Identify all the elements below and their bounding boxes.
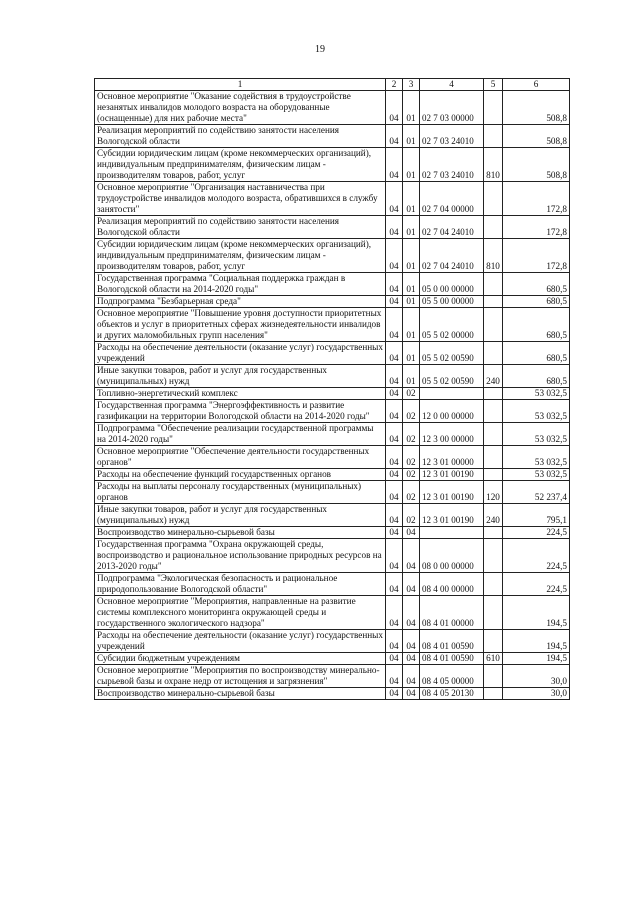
cell-rz: 04 <box>386 342 403 365</box>
cell-name: Реализация мероприятий по содействию занятости населения Вологодской области <box>95 125 386 148</box>
cell-csr: 12 3 00 00000 <box>420 423 484 446</box>
cell-vr <box>484 91 503 125</box>
cell-csr: 05 5 02 00590 <box>420 342 484 365</box>
cell-rz: 04 <box>386 653 403 665</box>
cell-csr <box>420 388 484 400</box>
cell-pr: 04 <box>403 688 420 700</box>
cell-vr: 810 <box>484 239 503 273</box>
cell-rz: 04 <box>386 182 403 216</box>
cell-name: Иные закупки товаров, работ и услуг для государственных (муниципальных) нужд <box>95 504 386 527</box>
cell-pr: 02 <box>403 469 420 481</box>
cell-csr: 02 7 03 00000 <box>420 91 484 125</box>
cell-name: Государственная программа "Охрана окружающей среды, воспроизводство и рациональное использование природных ресурсов на 2013-2020 годы" <box>95 539 386 573</box>
cell-name: Топливно-энергетический комплекс <box>95 388 386 400</box>
cell-pr: 04 <box>403 573 420 596</box>
cell-pr: 01 <box>403 296 420 308</box>
cell-name: Основное мероприятие "Мероприятия по воспроизводству минерально-сырьевой базы и охране недр от истощения и загрязнения" <box>95 665 386 688</box>
cell-rz: 04 <box>386 469 403 481</box>
cell-rz: 04 <box>386 296 403 308</box>
budget-table <box>94 78 570 700</box>
cell-pr: 01 <box>403 308 420 342</box>
cell-name: Подпрограмма "Экологическая безопасность и рациональное природопользование Вологодской области" <box>95 573 386 596</box>
cell-pr: 01 <box>403 148 420 182</box>
cell-sum: 53 032,5 <box>503 469 570 481</box>
cell-rz: 04 <box>386 365 403 388</box>
cell-vr <box>484 596 503 630</box>
cell-rz: 04 <box>386 573 403 596</box>
cell-vr <box>484 527 503 539</box>
cell-vr <box>484 125 503 148</box>
cell-vr <box>484 388 503 400</box>
cell-name: Расходы на обеспечение деятельности (оказание услуг) государственных учреждений <box>95 630 386 653</box>
cell-rz: 04 <box>386 539 403 573</box>
cell-csr: 02 7 03 24010 <box>420 125 484 148</box>
cell-sum: 30,0 <box>503 665 570 688</box>
cell-name: Воспроизводство минерально-сырьевой базы <box>95 527 386 539</box>
cell-rz: 04 <box>386 504 403 527</box>
cell-pr: 01 <box>403 125 420 148</box>
table-row <box>95 469 570 481</box>
cell-pr: 01 <box>403 182 420 216</box>
cell-csr: 02 7 04 00000 <box>420 182 484 216</box>
cell-rz: 04 <box>386 216 403 239</box>
cell-name: Основное мероприятие "Мероприятия, направленные на развитие системы комплексного мониторинга окружающей среды и государственного экологического надзора" <box>95 596 386 630</box>
cell-rz: 04 <box>386 273 403 296</box>
cell-sum: 53 032,5 <box>503 400 570 423</box>
table-row <box>95 182 570 216</box>
cell-csr: 02 7 04 24010 <box>420 216 484 239</box>
cell-pr: 02 <box>403 481 420 504</box>
cell-csr: 08 4 05 00000 <box>420 665 484 688</box>
cell-sum: 194,5 <box>503 596 570 630</box>
table-row <box>95 527 570 539</box>
cell-name: Субсидии бюджетным учреждениям <box>95 653 386 665</box>
cell-sum: 508,8 <box>503 91 570 125</box>
cell-name: Субсидии юридическим лицам (кроме некоммерческих организаций), индивидуальным предпринимателям, физическим лицам - производителям товаров, работ, услуг <box>95 239 386 273</box>
cell-csr: 05 5 02 00000 <box>420 308 484 342</box>
table-row <box>95 125 570 148</box>
cell-pr: 01 <box>403 365 420 388</box>
cell-vr <box>484 308 503 342</box>
cell-csr: 05 5 00 00000 <box>420 296 484 308</box>
cell-vr <box>484 216 503 239</box>
cell-pr: 02 <box>403 423 420 446</box>
cell-csr: 05 5 02 00590 <box>420 365 484 388</box>
cell-sum: 680,5 <box>503 342 570 365</box>
cell-sum: 52 237,4 <box>503 481 570 504</box>
cell-name: Воспроизводство минерально-сырьевой базы <box>95 688 386 700</box>
cell-pr: 02 <box>403 388 420 400</box>
cell-vr <box>484 342 503 365</box>
table-row <box>95 688 570 700</box>
cell-csr: 12 3 01 00000 <box>420 446 484 469</box>
cell-pr: 04 <box>403 527 420 539</box>
table-row <box>95 365 570 388</box>
cell-sum: 224,5 <box>503 539 570 573</box>
cell-vr <box>484 630 503 653</box>
cell-vr: 240 <box>484 504 503 527</box>
cell-csr: 08 4 01 00590 <box>420 630 484 653</box>
cell-name: Основное мероприятие "Организация наставничества при трудоустройстве инвалидов молодого возраста, обратившихся в службу занятости" <box>95 182 386 216</box>
cell-name: Подпрограмма "Безбарьерная среда" <box>95 296 386 308</box>
cell-vr: 810 <box>484 148 503 182</box>
cell-sum: 30,0 <box>503 688 570 700</box>
cell-rz: 04 <box>386 596 403 630</box>
cell-name: Реализация мероприятий по содействию занятости населения Вологодской области <box>95 216 386 239</box>
cell-pr: 04 <box>403 630 420 653</box>
cell-csr: 12 3 01 00190 <box>420 469 484 481</box>
cell-sum: 172,8 <box>503 239 570 273</box>
table-row <box>95 342 570 365</box>
cell-csr: 12 3 01 00190 <box>420 504 484 527</box>
cell-rz: 04 <box>386 388 403 400</box>
cell-pr: 01 <box>403 216 420 239</box>
cell-vr <box>484 573 503 596</box>
header-col-sum: 6 <box>503 79 570 91</box>
cell-sum: 795,1 <box>503 504 570 527</box>
cell-name: Подпрограмма "Обеспечение реализации государственной программы на 2014-2020 годы" <box>95 423 386 446</box>
cell-rz: 04 <box>386 148 403 182</box>
cell-csr: 12 0 00 00000 <box>420 400 484 423</box>
cell-sum: 508,8 <box>503 125 570 148</box>
cell-csr: 12 3 01 00190 <box>420 481 484 504</box>
cell-sum: 194,5 <box>503 630 570 653</box>
cell-vr <box>484 400 503 423</box>
cell-pr: 04 <box>403 653 420 665</box>
cell-vr <box>484 688 503 700</box>
cell-name: Расходы на обеспечение деятельности (оказание услуг) государственных учреждений <box>95 342 386 365</box>
cell-rz: 04 <box>386 400 403 423</box>
cell-sum: 224,5 <box>503 573 570 596</box>
cell-pr: 04 <box>403 665 420 688</box>
table-row <box>95 596 570 630</box>
cell-name: Основное мероприятие "Повышение уровня доступности приоритетных объектов и услуг в приоритетных сферах жизнедеятельности инвалидов и других маломобильных групп населения" <box>95 308 386 342</box>
cell-pr: 01 <box>403 273 420 296</box>
cell-sum: 680,5 <box>503 273 570 296</box>
table-row <box>95 481 570 504</box>
cell-vr <box>484 446 503 469</box>
table-row <box>95 539 570 573</box>
cell-rz: 04 <box>386 446 403 469</box>
cell-name: Основное мероприятие "Обеспечение деятельности государственных органов" <box>95 446 386 469</box>
cell-vr: 120 <box>484 481 503 504</box>
header-col-rz: 2 <box>386 79 403 91</box>
cell-pr: 02 <box>403 504 420 527</box>
cell-rz: 04 <box>386 91 403 125</box>
header-col-csr: 4 <box>420 79 484 91</box>
table-row <box>95 400 570 423</box>
cell-rz: 04 <box>386 630 403 653</box>
cell-name: Расходы на обеспечение функций государственных органов <box>95 469 386 481</box>
cell-csr: 08 4 05 20130 <box>420 688 484 700</box>
cell-csr: 02 7 04 24010 <box>420 239 484 273</box>
cell-sum: 508,8 <box>503 148 570 182</box>
cell-rz: 04 <box>386 239 403 273</box>
page-number: 19 <box>315 44 325 55</box>
cell-csr <box>420 527 484 539</box>
header-col-vr: 5 <box>484 79 503 91</box>
cell-vr <box>484 469 503 481</box>
cell-pr: 02 <box>403 400 420 423</box>
cell-rz: 04 <box>386 665 403 688</box>
cell-vr <box>484 296 503 308</box>
cell-sum: 172,8 <box>503 216 570 239</box>
cell-name: Субсидии юридическим лицам (кроме некоммерческих организаций), индивидуальным предпринимателям, физическим лицам - производителям товаров, работ, услуг <box>95 148 386 182</box>
cell-pr: 01 <box>403 342 420 365</box>
cell-name: Основное мероприятие "Оказание содействия в трудоустройстве незанятых инвалидов молодого возраста на оборудованные (оснащенные) для них рабочие места" <box>95 91 386 125</box>
cell-sum: 194,5 <box>503 653 570 665</box>
cell-name: Государственная программа "Энергоэффективность и развитие газификации на территории Вологодской области на 2014-2020 годы" <box>95 400 386 423</box>
header-col-pr: 3 <box>403 79 420 91</box>
cell-pr: 04 <box>403 539 420 573</box>
cell-csr: 08 4 01 00000 <box>420 596 484 630</box>
cell-vr <box>484 539 503 573</box>
cell-pr: 02 <box>403 446 420 469</box>
cell-sum: 172,8 <box>503 182 570 216</box>
cell-rz: 04 <box>386 481 403 504</box>
cell-csr: 02 7 03 24010 <box>420 148 484 182</box>
table-row <box>95 504 570 527</box>
table-row <box>95 308 570 342</box>
table-row <box>95 653 570 665</box>
cell-csr: 08 4 00 00000 <box>420 573 484 596</box>
table-row <box>95 273 570 296</box>
cell-rz: 04 <box>386 527 403 539</box>
table-row <box>95 239 570 273</box>
table-row <box>95 91 570 125</box>
cell-name: Иные закупки товаров, работ и услуг для государственных (муниципальных) нужд <box>95 365 386 388</box>
cell-csr: 08 0 00 00000 <box>420 539 484 573</box>
cell-sum: 680,5 <box>503 296 570 308</box>
cell-vr: 610 <box>484 653 503 665</box>
table-row <box>95 665 570 688</box>
table-row <box>95 573 570 596</box>
cell-sum: 680,5 <box>503 365 570 388</box>
cell-sum: 53 032,5 <box>503 388 570 400</box>
table-row <box>95 630 570 653</box>
cell-name: Государственная программа "Социальная поддержка граждан в Вологодской области на 2014-2020 годы" <box>95 273 386 296</box>
table-row <box>95 216 570 239</box>
cell-pr: 01 <box>403 91 420 125</box>
table-row <box>95 446 570 469</box>
cell-vr <box>484 665 503 688</box>
cell-rz: 04 <box>386 688 403 700</box>
cell-sum: 53 032,5 <box>503 446 570 469</box>
table-row <box>95 388 570 400</box>
cell-vr <box>484 182 503 216</box>
table-row <box>95 423 570 446</box>
table-row <box>95 296 570 308</box>
cell-csr: 05 0 00 00000 <box>420 273 484 296</box>
cell-csr: 08 4 01 00590 <box>420 653 484 665</box>
table-row <box>95 148 570 182</box>
cell-rz: 04 <box>386 423 403 446</box>
cell-pr: 04 <box>403 596 420 630</box>
cell-rz: 04 <box>386 308 403 342</box>
cell-vr <box>484 423 503 446</box>
header-col-name: 1 <box>95 79 386 91</box>
cell-pr: 01 <box>403 239 420 273</box>
cell-rz: 04 <box>386 125 403 148</box>
cell-sum: 224,5 <box>503 527 570 539</box>
cell-vr: 240 <box>484 365 503 388</box>
cell-sum: 53 032,5 <box>503 423 570 446</box>
cell-sum: 680,5 <box>503 308 570 342</box>
cell-vr <box>484 273 503 296</box>
cell-name: Расходы на выплаты персоналу государственных (муниципальных) органов <box>95 481 386 504</box>
table-header-row <box>95 79 570 91</box>
